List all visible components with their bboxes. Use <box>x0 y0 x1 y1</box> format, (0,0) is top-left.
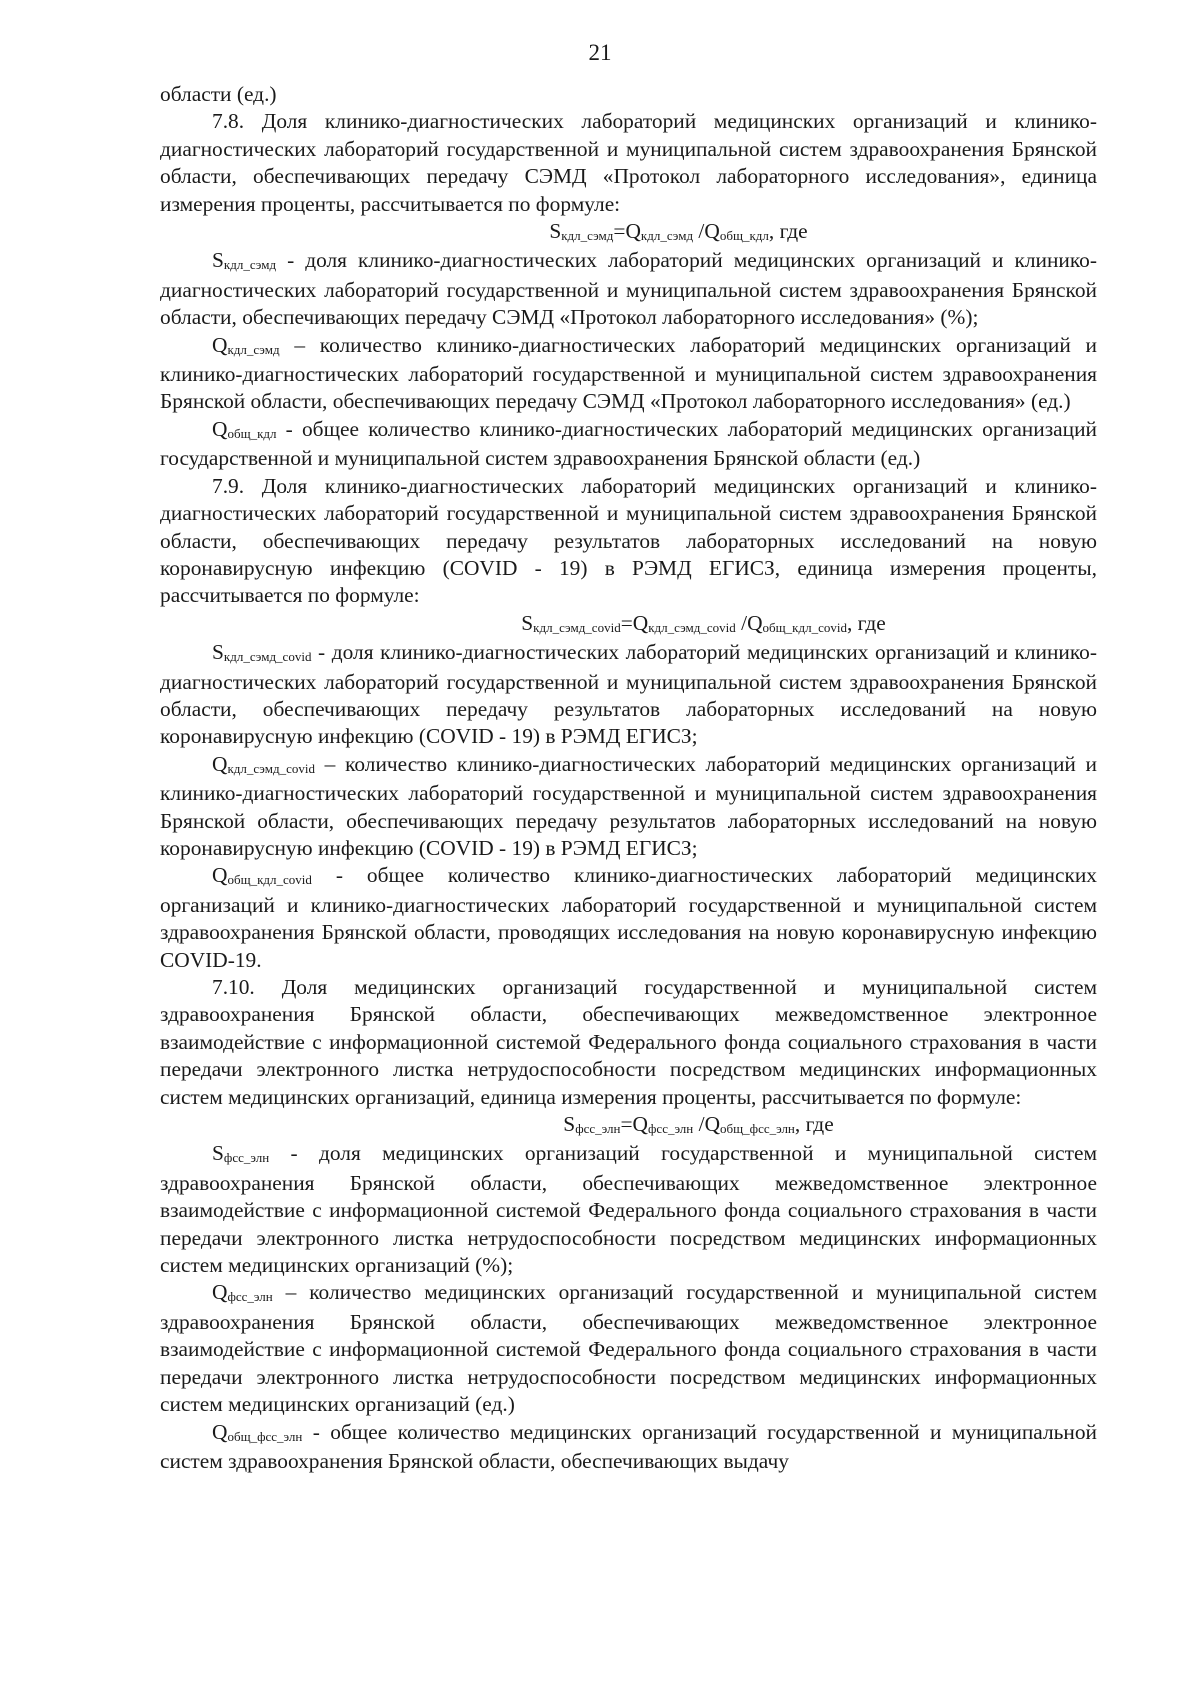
definition-symbol: Q <box>212 416 228 441</box>
definition-text: - общее количество клинико-диагностических лабораторий медицинских организаций государственной и муниципальной систем здравоохранения Брянской области (ед.) <box>160 416 1097 471</box>
definition-text: - общее количество медицинских организаций государственной и муниципальной систем здравоохранения Брянской области, обеспечивающих выдачу <box>160 1419 1097 1473</box>
paragraph-continuation <box>160 81 1097 108</box>
definition-symbol: Q <box>212 332 228 357</box>
formula-symbol: Q <box>704 219 720 244</box>
definition-subscript: общ_фсс_элн <box>227 1428 303 1444</box>
definition-symbol: Q <box>212 1419 228 1444</box>
definition-text: – количество клинико-диагностических лабораторий медицинских организаций и клинико-диагностических лабораторий государственной и муниципальной систем здравоохранения Брянской области, обеспечивающих передачу СЭМД «Протокол лабораторного исследования» (ед.) <box>160 332 1097 414</box>
definition-subscript: общ_кдл_covid <box>227 872 312 888</box>
formula-tail: , где <box>846 610 886 635</box>
paragraph-7-8 <box>160 108 1097 218</box>
definition-symbol: Q <box>212 1280 228 1305</box>
definition-text: - доля клинико-диагностических лабораторий медицинских организаций и клинико-диагностических лабораторий государственной и муниципальной систем здравоохранения Брянской области, обеспечивающих передачу результатов лабораторных исследований на новую коронавирусную инфекцию (COVID - 19) в РЭМД ЕГИСЗ; <box>160 640 1097 749</box>
formula-symbol: Q <box>632 610 649 635</box>
formula-operator: = <box>620 610 633 635</box>
definition-subscript: фсс_элн <box>227 1289 273 1305</box>
definition-symbol: S <box>212 248 224 273</box>
paragraph-text: 7.9. Доля клинико-диагностических лабораторий медицинских организаций и клинико-диагностических лабораторий государственной и муниципальной систем здравоохранения Брянской области, обеспечивающих передачу результатов лабораторных исследований на новую коронавирусную инфекцию (COVID - 19) в РЭМД ЕГИСЗ, единица измерения проценты, рассчитывается по формуле: <box>160 473 1097 608</box>
formula-symbol: Q <box>632 1112 648 1137</box>
formula-subscript: фсс_элн <box>648 1121 694 1137</box>
definition-subscript: кдл_сэмд <box>223 257 277 273</box>
paragraph-text: 7.8. Доля клинико-диагностических лабораторий медицинских организаций и клинико-диагностических лабораторий государственной и муниципальной систем здравоохранения Брянской области, обеспечивающих передачу СЭМД «Протокол лабораторного исследования», единица измерения проценты, рассчитывается по формуле: <box>160 109 1097 216</box>
formula-symbol: S <box>549 219 562 244</box>
formula-symbol: Q <box>704 1112 721 1137</box>
document-body <box>160 81 1097 1475</box>
formula-tail: , где <box>794 1112 834 1137</box>
definition-text: – количество клинико-диагностических лабораторий медицинских организаций и клинико-диагностических лабораторий государственной и муниципальной систем здравоохранения Брянской области, обеспечивающих передачу результатов лабораторных исследований на новую коронавирусную инфекцию (COVID - 19) в РЭМД ЕГИСЗ; <box>160 751 1097 860</box>
definition-subscript: общ_кдл <box>227 425 277 441</box>
page-number: 21 <box>588 40 612 65</box>
paragraph-7-10 <box>160 974 1097 1111</box>
formula-subscript: кдл_сэмд_covid <box>533 619 621 635</box>
definition-text: - доля клинико-диагностических лабораторий медицинских организаций и клинико-диагностических лабораторий государственной и муниципальной систем здравоохранения Брянской области, обеспечивающих передачу СЭМД «Протокол лабораторного исследования» (%); <box>160 248 1097 330</box>
definition-subscript: кдл_сэмд <box>227 341 280 357</box>
definition-subscript: кдл_сэмд_covid <box>227 760 315 776</box>
formula-kdl-semd <box>160 218 1097 247</box>
paragraph-7-9 <box>160 473 1097 610</box>
formula-tail: , где <box>768 219 808 244</box>
formula-subscript: общ_кдл_covid <box>762 619 847 635</box>
paragraph-text: области (ед.) <box>160 82 277 106</box>
definition-q-obsh-kdl-covid <box>160 862 1097 974</box>
definition-symbol: Q <box>212 751 228 776</box>
definition-subscript: кдл_сэмд_covid <box>223 649 312 665</box>
definition-symbol: S <box>212 640 224 665</box>
definition-subscript: фсс_элн <box>223 1150 270 1166</box>
definition-s-kdl-semd-covid <box>160 639 1097 751</box>
formula-symbol: Q <box>747 610 763 635</box>
definition-s-kdl-semd <box>160 247 1097 331</box>
definition-text: - общее количество клинико-диагностических лабораторий медицинских организаций и клинико-диагностических лабораторий государственной и муниципальной систем здравоохранения Брянской области, проводящих исследования на новую коронавирусную инфекцию COVID-19. <box>160 863 1097 972</box>
formula-symbol: S <box>563 1112 576 1137</box>
formula-operator: / <box>693 219 705 244</box>
formula-subscript: кдл_сэмд <box>640 228 694 244</box>
paragraph-text: 7.10. Доля медицинских организаций государственной и муниципальной систем здравоохранения Брянской области, обеспечивающих межведомственное электронное взаимодействие с информационной системой Федерального фонда социального страхования в части передачи электронного листка нетрудоспособности посредством медицинских информационных систем медицинских организаций, единица измерения проценты, рассчитывается по формуле: <box>160 975 1097 1109</box>
definition-q-fss-eln <box>160 1279 1097 1418</box>
definition-q-kdl-semd <box>160 332 1097 416</box>
definition-text: - доля медицинских организаций государственной и муниципальной систем здравоохранения Брянской области, обеспечивающих межведомственное электронное взаимодействие с информационной системой Федерального фонда социального страхования в части передачи электронного листка нетрудоспособности посредством медицинских информационных систем медицинских организаций (%); <box>160 1141 1097 1278</box>
definition-s-fss-eln <box>160 1140 1097 1279</box>
definition-symbol: Q <box>212 863 228 888</box>
definition-text: – количество медицинских организаций государственной и муниципальной систем здравоохранения Брянской области, обеспечивающих межведомственное электронное взаимодействие с информационной системой Федерального фонда социального страхования в части передачи электронного листка нетрудоспособности посредством медицинских информационных систем медицинских организаций (ед.) <box>160 1280 1097 1417</box>
formula-subscript: общ_кдл <box>719 228 769 244</box>
formula-subscript: кдл_сэмд_covid <box>648 619 736 635</box>
definition-q-kdl-semd-covid <box>160 751 1097 863</box>
definition-symbol: S <box>212 1141 224 1166</box>
formula-operator: / <box>735 610 748 635</box>
formula-fss-eln <box>160 1111 1097 1140</box>
formula-kdl-semd-covid <box>160 610 1097 639</box>
formula-operator: / <box>693 1112 705 1137</box>
formula-symbol: S <box>521 610 534 635</box>
definition-q-obsh-kdl <box>160 416 1097 473</box>
definition-q-obsh-fss-eln <box>160 1419 1097 1476</box>
formula-operator: = <box>620 1112 633 1137</box>
formula-subscript: кдл_сэмд <box>561 228 614 244</box>
formula-subscript: фсс_элн <box>575 1121 621 1137</box>
formula-operator: = <box>613 219 626 244</box>
formula-subscript: общ_фсс_элн <box>720 1121 795 1137</box>
formula-symbol: Q <box>625 219 641 244</box>
